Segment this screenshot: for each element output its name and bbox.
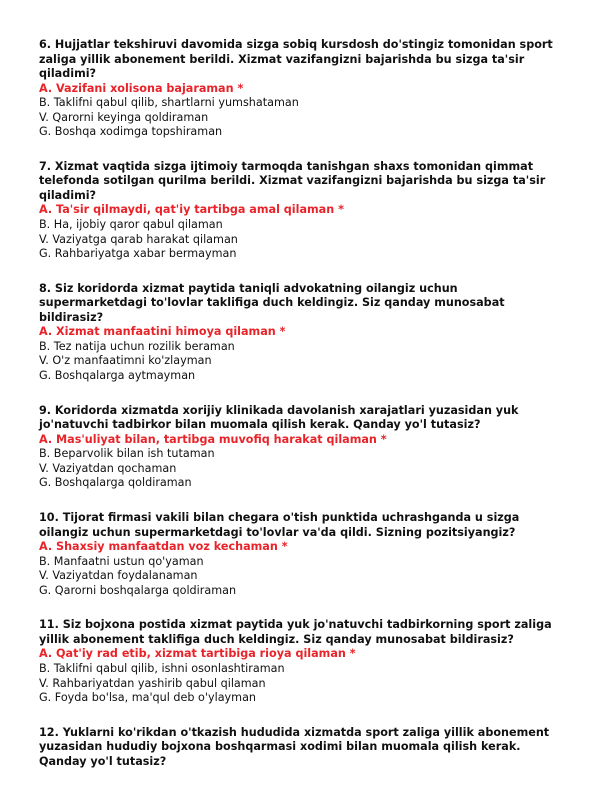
question-text: 6. Hujjatlar tekshiruvi davomida sizga sobiq kursdosh do'stingiz tomonidan sport zaliga yillik abonement berildi. Xizmat vazifangizni bajarishda bu sizga ta'sir qiladimi?: [39, 38, 553, 80]
answer-option: B. Beparvolik bilan ish tutaman: [39, 447, 215, 461]
question-text: 8. Siz koridorda xizmat paytida taniqli advokatning oilangiz uchun supermarketdagi to'lovlar taklifiga duch keldingiz. Siz qanday munosabat bildirasiz?: [39, 281, 505, 324]
answer-option: B. Ha, ijobiy qaror qabul qilaman: [39, 217, 223, 231]
question-10: [39, 511, 569, 598]
answer-option: B. Tez natija uchun rozilik beraman: [39, 339, 235, 353]
answer-option: G. Rahbariyatga xabar bermayman: [39, 247, 237, 261]
correct-answer-option: A. Qat'iy rad etib, xizmat tartibiga rioya qilaman *: [39, 647, 356, 661]
answer-option: G. Boshqa xodimga topshiraman: [39, 125, 223, 139]
correct-answer-option: A. Mas'uliyat bilan, tartibga muvofiq harakat qilaman *: [39, 432, 387, 446]
answer-option: G. Boshqalarga qoldiraman: [39, 476, 192, 490]
answer-option: B. Taklifni qabul qilib, shartlarni yumshataman: [39, 96, 299, 110]
correct-answer-option: A. Xizmat manfaatini himoya qilaman *: [39, 325, 286, 339]
question-text: 11. Siz bojxona postida xizmat paytida yuk jo'natuvchi tadbirkorning sport zaliga yillik abonement taklifiga duch keldingiz. Siz qanday munosabat bildirasiz?: [39, 618, 552, 646]
answer-option: B. Taklifni qabul qilib, ishni osonlashtiraman: [39, 661, 285, 675]
correct-answer-option: A. Shaxsiy manfaatdan voz kechaman *: [39, 540, 288, 553]
answer-option: V. Rahbariyatdan yashirib qabul qilaman: [39, 676, 266, 690]
question-text: 10. Tijorat firmasi vakili bilan chegara o'tish punktida uchrashganda u sizga oilangiz uchun supermarketdagi to'lovlar va'da qildi. Sizning pozitsiyangiz?: [39, 511, 520, 539]
question-6: [39, 38, 569, 140]
question-12: [39, 726, 569, 770]
correct-answer-option: A. Vazifani xolisona bajaraman *: [39, 81, 244, 95]
answer-option: G. Foyda bo'lsa, ma'qul deb o'ylayman: [39, 691, 257, 705]
document-page: [39, 38, 569, 789]
answer-option: G. Boshqalarga aytmayman: [39, 369, 196, 383]
question-text: 9. Koridorda xizmatda xorijiy klinikada davolanish xarajatlari yuzasidan yuk jo'natuvchi tadbirkor bilan muomala qilish kerak. Qanday yo'l tutasiz?: [39, 403, 519, 432]
answer-option: B. Manfaatni ustun qo'yaman: [39, 554, 204, 568]
answer-option: V. Vaziyatdan foydalanaman: [39, 569, 198, 583]
question-text: 7. Xizmat vaqtida sizga ijtimoiy tarmoqda tanishgan shaxs tomonidan qimmat telefonda sotilgan qurilma berildi. Xizmat vazifangizni bajarishda bu sizga ta'sir qiladimi?: [39, 159, 546, 202]
question-text: 12. Yuklarni ko'rikdan o'tkazish hududida xizmatda sport zaliga yillik abonement yuzasidan hududiy bojxona boshqarmasi xodimi bilan muomala qilish kerak. Qanday yo'l tutasiz?: [39, 725, 550, 768]
answer-option: V. Qarorni keyinga qoldiraman: [39, 110, 209, 124]
question-9: [39, 404, 569, 491]
answer-option: V. Vaziyatga qarab harakat qilaman: [39, 232, 238, 246]
answer-option: V. Vaziyatdan qochaman: [39, 461, 177, 475]
question-7: [39, 160, 569, 262]
question-8: [39, 282, 569, 384]
answer-option: V. O'z manfaatimni ko'zlayman: [39, 354, 212, 368]
correct-answer-option: A. Ta'sir qilmaydi, qat'iy tartibga amal qilaman *: [39, 203, 344, 217]
question-11: [39, 618, 569, 705]
answer-option: G. Qarorni boshqalarga qoldiraman: [39, 583, 237, 597]
